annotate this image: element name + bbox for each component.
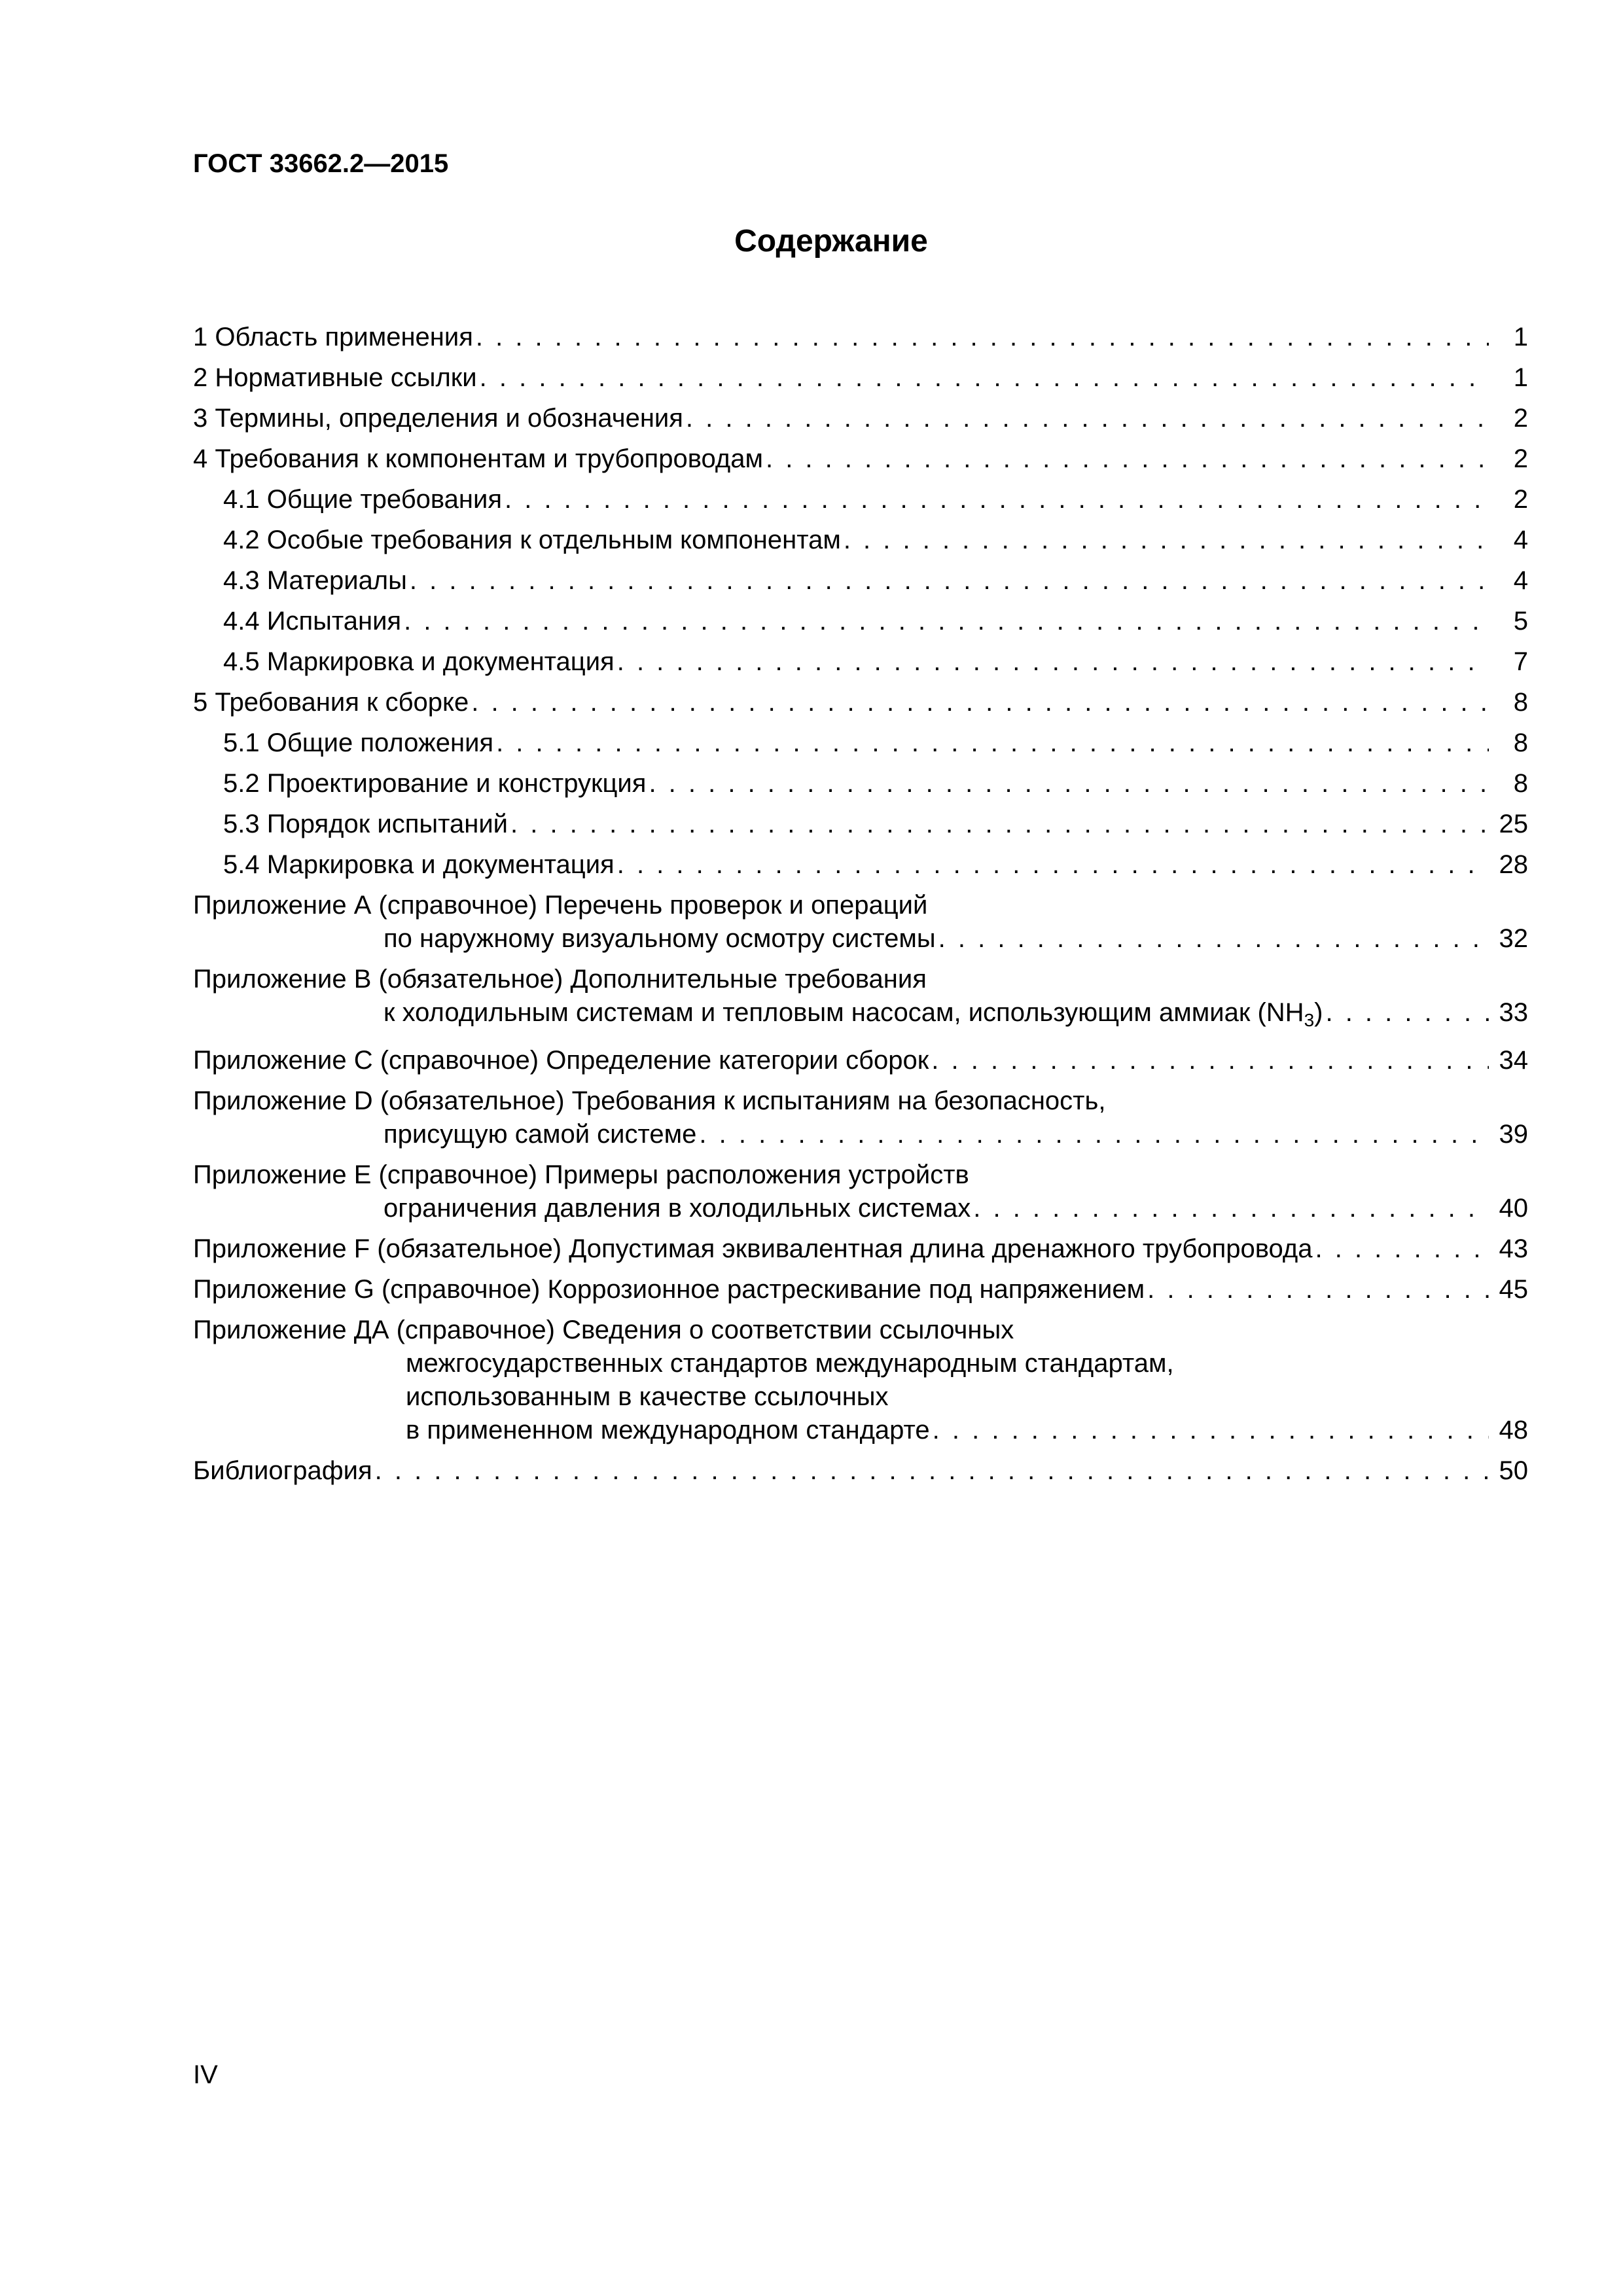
toc-entry-annex-f[interactable]	[193, 1232, 1528, 1266]
toc-entry-5-4[interactable]	[193, 848, 1528, 882]
toc-entry-4-4[interactable]	[193, 605, 1528, 638]
toc-entry-title-line2: присущую самой системе	[383, 1120, 697, 1149]
toc-entry-annex-b[interactable]	[193, 963, 1528, 1037]
dot-leader	[508, 808, 1489, 841]
toc-entry-title: 5.3 Порядок испытаний	[223, 810, 508, 838]
dot-leader	[929, 1044, 1489, 1077]
toc-entry-title: 4.2 Особые требования к отдельным компонентам	[223, 526, 841, 554]
toc-page-number: 43	[1499, 1234, 1528, 1263]
toc-entry-3[interactable]	[193, 402, 1528, 435]
toc-entry-title: 3 Термины, определения и обозначения	[193, 404, 683, 433]
toc-page-number: 48	[1499, 1416, 1528, 1444]
toc-entry-title-line3: использованным в качестве ссылочных	[406, 1382, 889, 1411]
toc-entry-annex-d[interactable]	[193, 1085, 1528, 1151]
page-number: IV	[193, 2060, 218, 2089]
toc-entry-title-line4: в примененном международном стандарте	[406, 1416, 930, 1444]
toc-entry-4-3[interactable]	[193, 564, 1528, 598]
toc-entry-title-line1: Приложение В (обязательное) Дополнительные требования	[193, 965, 927, 994]
toc-entry-1[interactable]	[193, 321, 1528, 354]
toc-entry-annex-da[interactable]	[193, 1314, 1528, 1447]
dot-leader	[473, 321, 1489, 354]
toc-entry-title-line2: межгосударственных стандартов международным стандартам,	[406, 1349, 1174, 1378]
dot-leader	[841, 524, 1489, 557]
toc-entry-title: 1 Область применения	[193, 323, 473, 351]
toc-entry-5-3[interactable]	[193, 808, 1528, 841]
table-of-contents	[193, 321, 1528, 1488]
toc-entry-title-line2: по наружному визуальному осмотру системы	[383, 924, 936, 953]
dot-leader	[493, 726, 1489, 760]
dot-leader	[1313, 1232, 1489, 1266]
toc-page-number: 4	[1513, 526, 1528, 554]
toc-page-number: 2	[1513, 485, 1528, 514]
toc-entry-title: 4.1 Общие требования	[223, 485, 503, 514]
toc-page-number: 4	[1513, 566, 1528, 595]
toc-page-number: 34	[1499, 1046, 1528, 1075]
toc-entry-title-text: к холодильным системам и тепловым насосам, использующим аммиак (NH	[383, 998, 1304, 1027]
toc-entry-title: 4.5 Маркировка и документация	[223, 647, 615, 676]
toc-entry-title: 5.4 Маркировка и документация	[223, 850, 615, 879]
toc-entry-4-1[interactable]	[193, 483, 1528, 516]
dot-leader	[401, 605, 1489, 638]
dot-leader	[971, 1192, 1489, 1225]
toc-entry-annex-g[interactable]	[193, 1273, 1528, 1306]
toc-entry-title: 5.2 Проектирование и конструкция	[223, 769, 647, 798]
toc-entry-title-end: )	[1314, 998, 1323, 1027]
toc-page-number: 8	[1513, 728, 1528, 757]
toc-page-number: 50	[1499, 1456, 1528, 1485]
toc-page-number: 40	[1499, 1194, 1528, 1223]
toc-page-number: 5	[1513, 607, 1528, 636]
toc-entry-title: 5 Требования к сборке	[193, 688, 469, 717]
subscript-text: 3	[1304, 1010, 1315, 1030]
dot-leader	[930, 1414, 1489, 1447]
toc-entry-4-2[interactable]	[193, 524, 1528, 557]
toc-entry-4[interactable]	[193, 442, 1528, 476]
toc-page-number: 2	[1513, 444, 1528, 473]
toc-entry-title: Приложение С (справочное) Определение категории сборок	[193, 1046, 929, 1075]
toc-page-number: 45	[1499, 1275, 1528, 1304]
toc-entry-title-line2: ограничения давления в холодильных системах	[383, 1194, 971, 1223]
toc-entry-title: 4.3 Материалы	[223, 566, 407, 595]
toc-entry-title: 2 Нормативные ссылки	[193, 363, 477, 392]
dot-leader	[646, 767, 1489, 800]
toc-entry-title: 5.1 Общие положения	[223, 728, 494, 757]
toc-page-number: 8	[1513, 688, 1528, 717]
dot-leader	[1145, 1273, 1489, 1306]
toc-entry-title-line1: Приложение ДА (справочное) Сведения о соответствии ссылочных	[193, 1316, 1014, 1344]
dot-leader	[696, 1118, 1489, 1151]
dot-leader	[683, 402, 1489, 435]
dot-leader	[615, 645, 1489, 679]
toc-page-number: 25	[1499, 810, 1528, 838]
dot-leader	[469, 686, 1489, 719]
toc-entry-title: Приложение F (обязательное) Допустимая эквивалентная длина дренажного трубопровода	[193, 1234, 1313, 1263]
toc-entry-title: 4.4 Испытания	[223, 607, 402, 636]
dot-leader	[763, 442, 1489, 476]
toc-entry-title-line1: Приложение D (обязательное) Требования к испытаниям на безопасность,	[193, 1086, 1106, 1115]
toc-entry-title: Библиография	[193, 1456, 372, 1485]
toc-entry-2[interactable]	[193, 361, 1528, 395]
toc-page-number: 1	[1513, 363, 1528, 392]
toc-page-number: 32	[1499, 924, 1528, 953]
toc-entry-title-line1: Приложение А (справочное) Перечень проверок и операций	[193, 891, 928, 920]
toc-entry-title-line2	[383, 996, 1323, 1037]
dot-leader	[407, 564, 1489, 598]
page-title: Содержание	[734, 224, 928, 259]
dot-leader	[477, 361, 1489, 395]
toc-page-number: 33	[1499, 998, 1528, 1027]
toc-entry-title: Приложение G (справочное) Коррозионное растрескивание под напряжением	[193, 1275, 1145, 1304]
dot-leader	[1323, 996, 1489, 1030]
dot-leader	[615, 848, 1489, 882]
toc-entry-bibliography[interactable]	[193, 1454, 1528, 1488]
toc-entry-5-2[interactable]	[193, 767, 1528, 800]
toc-entry-5-1[interactable]	[193, 726, 1528, 760]
toc-entry-annex-a[interactable]	[193, 889, 1528, 956]
dot-leader	[936, 922, 1489, 956]
dot-leader	[502, 483, 1489, 516]
toc-entry-title-line1: Приложение Е (справочное) Примеры расположения устройств	[193, 1160, 969, 1189]
toc-page-number: 2	[1513, 404, 1528, 433]
toc-entry-annex-c[interactable]	[193, 1044, 1528, 1077]
toc-entry-annex-e[interactable]	[193, 1158, 1528, 1225]
toc-entry-4-5[interactable]	[193, 645, 1528, 679]
toc-entry-5[interactable]	[193, 686, 1528, 719]
toc-page-number: 1	[1513, 323, 1528, 351]
toc-page-number: 7	[1513, 647, 1528, 676]
standard-designation: ГОСТ 33662.2—2015	[193, 149, 449, 178]
toc-entry-title: 4 Требования к компонентам и трубопроводам	[193, 444, 763, 473]
dot-leader	[372, 1454, 1489, 1488]
toc-page-number: 39	[1499, 1120, 1528, 1149]
toc-page-number: 8	[1513, 769, 1528, 798]
toc-page-number: 28	[1499, 850, 1528, 879]
